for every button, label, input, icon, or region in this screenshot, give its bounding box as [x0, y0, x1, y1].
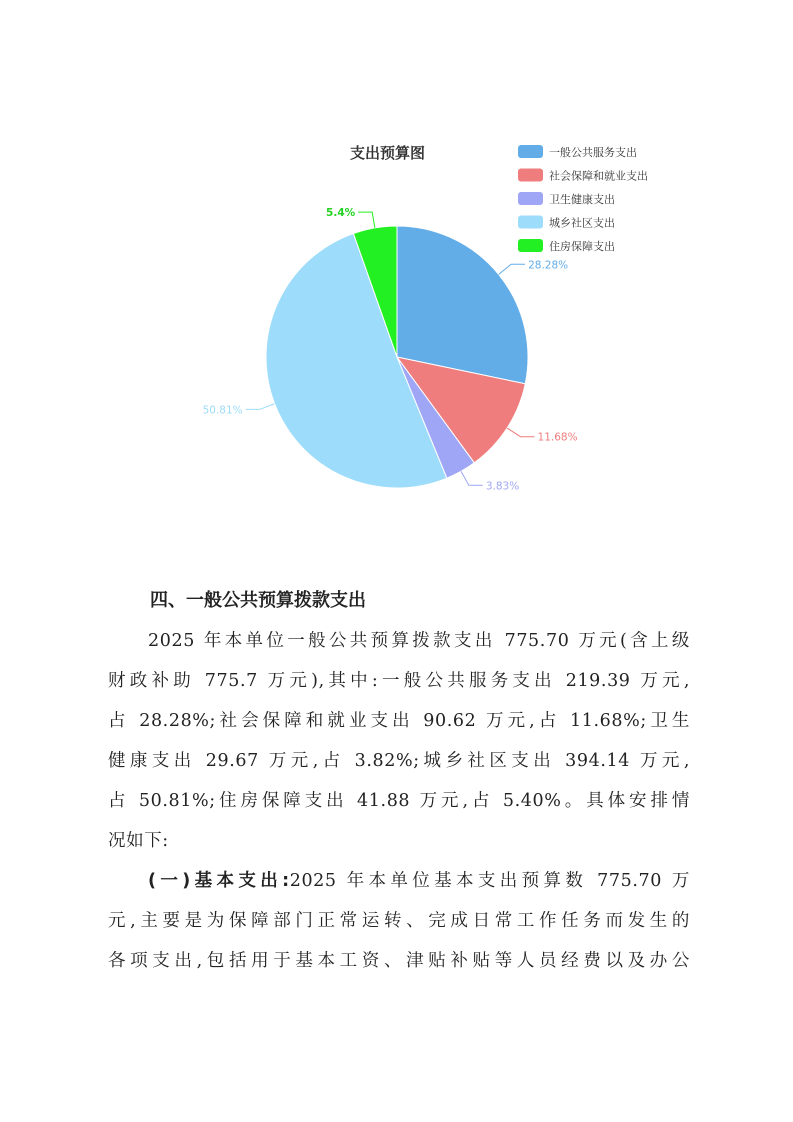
pie-slices: [266, 226, 528, 488]
legend-swatch: [518, 239, 543, 252]
pie-data-label: 28.28%: [528, 259, 569, 272]
chart-title: 支出预算图: [350, 144, 426, 162]
paragraph-line: 占 28.28%;社会保障和就业支出 90.62 万元,占 11.68%;卫生: [108, 711, 690, 731]
section-heading: 四、一般公共预算拨款支出: [150, 590, 366, 611]
legend-swatch: [518, 192, 543, 205]
paragraph-line: 各项支出,包括用于基本工资、津贴补贴等人员经费以及办公: [108, 951, 690, 971]
legend-swatch: [518, 145, 543, 158]
legend-swatch: [518, 216, 543, 229]
pie-slice: [397, 226, 528, 384]
pie-chart-svg: [160, 128, 720, 498]
pie-label-leader: [246, 404, 275, 410]
legend-label: 城乡社区支出: [549, 216, 615, 230]
pie-data-label: 50.81%: [202, 404, 243, 417]
paragraph-line: 占 50.81%;住房保障支出 41.88 万元,占 5.40%。具体安排情: [108, 791, 690, 811]
pie-label-leader: [358, 212, 375, 228]
paragraph-lead: (一)基本支出:: [148, 871, 290, 891]
paragraph-line: 财政补助 775.7 万元),其中:一般公共服务支出 219.39 万元,: [108, 671, 690, 691]
pie-data-label: 11.68%: [537, 431, 578, 444]
legend-label: 卫生健康支出: [549, 193, 615, 206]
pie-data-label: 3.83%: [485, 480, 520, 493]
expenditure-pie-chart: [160, 128, 720, 498]
paragraph-line: 况如下:: [108, 831, 169, 851]
pie-data-label: 5.4%: [326, 207, 356, 220]
paragraph-line: 健康支出 29.67 万元,占 3.82%;城乡社区支出 394.14 万元,: [108, 751, 690, 771]
legend-label: 社会保障和就业支出: [549, 169, 648, 183]
paragraph-line: [108, 861, 690, 901]
pie-label-leader: [461, 471, 483, 485]
paragraph-line-text: 2025 年本单位基本支出预算数 775.70 万: [289, 871, 690, 891]
pie-label-leader: [507, 428, 534, 437]
chart-legend: [518, 145, 648, 253]
legend-swatch: [518, 169, 543, 182]
paragraph-general-budget: [108, 621, 690, 861]
legend-label: 一般公共服务支出: [549, 146, 637, 159]
pie-label-leader: [499, 264, 525, 274]
paragraph-line: 元,主要是为保障部门正常运转、完成日常工作任务而发生的: [108, 911, 690, 931]
paragraph-line: 2025 年本单位一般公共预算拨款支出 775.70 万元(含上级: [148, 631, 690, 651]
paragraph-basic-expenditure: [108, 861, 690, 981]
legend-label: 住房保障支出: [549, 240, 615, 253]
